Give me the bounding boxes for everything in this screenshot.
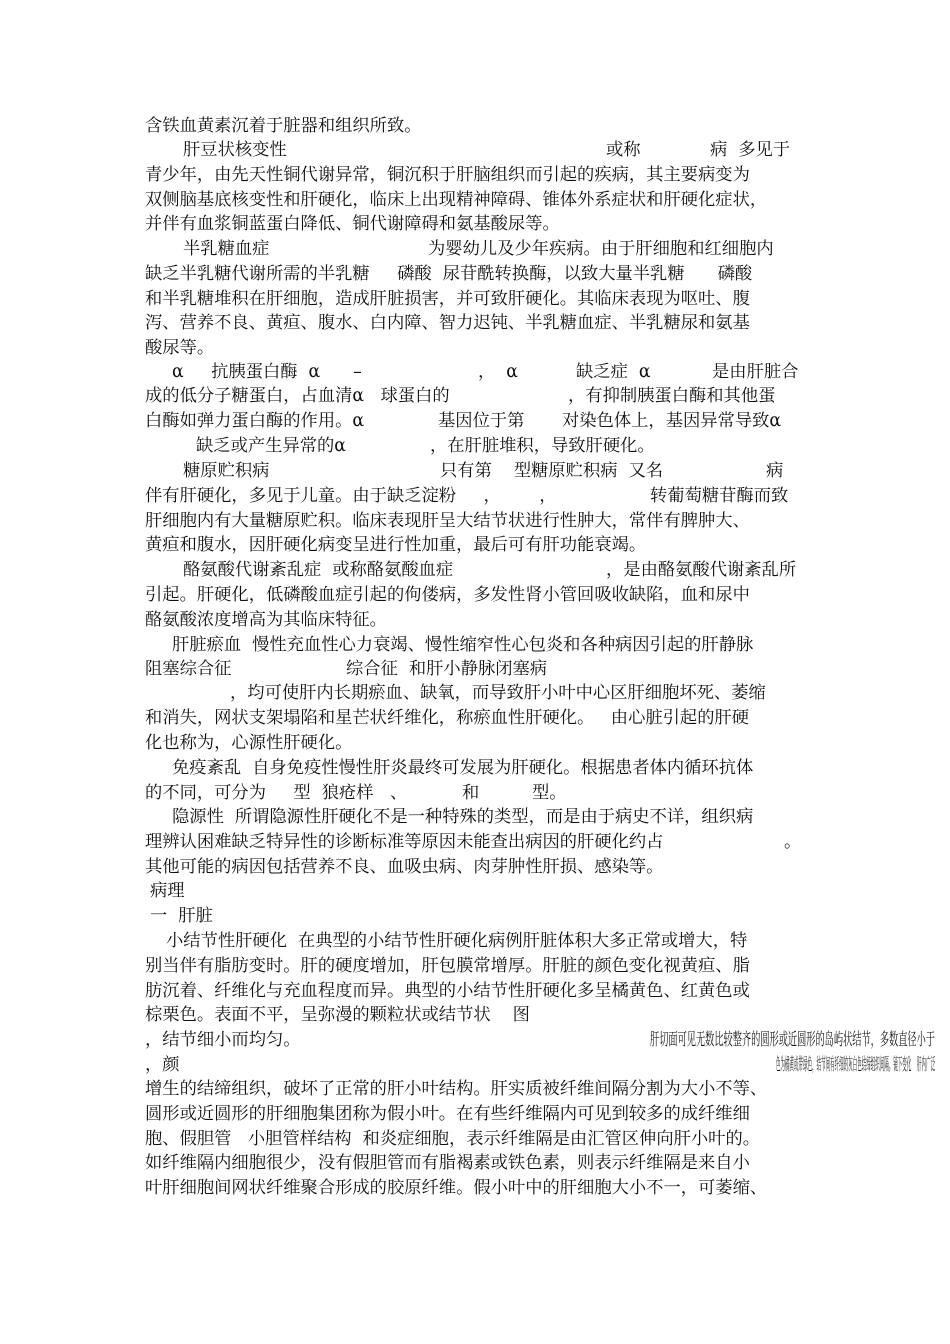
text-line: 肝豆状核变性 — [183, 140, 287, 160]
text-line: 伴有肝硬化，多见于儿童。由于缺乏淀粉 ， ， — [145, 486, 557, 506]
text-line: 缺乏症 α — [576, 362, 651, 382]
text-line: 基因位于第 — [438, 411, 525, 431]
text-line: 别当伴有脂肪变时。肝的硬度增加，肝包膜常增厚。肝脏的颜色变化视黄疸、脂 — [145, 956, 750, 976]
text-line: 叶肝细胞间网状纤维聚合形成的胶原纤维。假小叶中的肝细胞大小不一，可萎缩、 — [145, 1178, 768, 1198]
text-line: 青少年，由先天性铜代谢异常，铜沉积于肝脑组织而引起的疾病，其主要病变为 — [145, 165, 750, 185]
text-line: 肝脏瘀血 慢性充血性心力衰竭、慢性缩窄性心包炎和各种病因引起的肝静脉 — [172, 635, 754, 655]
text-line: ，有抑制胰蛋白酶和其他蛋 — [568, 386, 776, 406]
text-line: 糖原贮积病 — [183, 461, 270, 481]
text-line: 其他可能的病因包括营养不良、血吸虫病、肉芽肿性肝损、感染等。 — [145, 857, 664, 877]
section-heading: 病理 — [150, 881, 185, 901]
text-line: 含铁血黄素沉着于脏器和组织所致。 — [145, 116, 422, 136]
section-heading: 一 肝脏 — [150, 906, 213, 926]
text-line: 对染色体上，基因异常导致α — [562, 411, 782, 431]
text-line: ，颜 — [145, 1055, 180, 1075]
text-line: 为婴幼儿及少年疾病。由于肝细胞和红细胞内 — [428, 239, 774, 259]
text-line: 黄疸和腹水，因肝硬化病变呈进行性加重，最后可有肝功能衰竭。 — [145, 535, 647, 555]
text-line: 白酶如弹力蛋白酶的作用。α — [145, 411, 365, 431]
text-line: 引起。肝硬化，低磷酸血症引起的佝偻病，多发性肾小管回吸收缺陷，血和尿中 — [145, 585, 750, 605]
text-line: 理辨认困难缺乏特异性的诊断标准等原因未能查出病因的肝硬化约占 — [145, 832, 664, 852]
text-line: ，均可使肝内长期瘀血、缺氧，而导致肝小叶中心区肝细胞坏死、萎缩 — [230, 683, 766, 703]
text-line: 病 多见于 — [710, 140, 791, 160]
text-line: 泻、营养不良、黄疸、腹水、白内障、智力迟钝、半乳糖血症、半乳糖尿和氨基 — [145, 313, 750, 333]
text-line: 增生的结缔组织，破坏了正常的肝小叶结构。肝实质被纤维间隔分割为大小不等、 — [145, 1079, 768, 1099]
text-line: 缺乏半乳糖代谢所需的半乳糖 磷酸 尿苷酰转换酶，以致大量半乳糖 磷酸 — [145, 264, 753, 284]
text-line: 隐源性 所谓隐源性肝硬化不是一种特殊的类型，而是由于病史不详，组织病 — [172, 807, 754, 827]
text-line: 的不同，可分为 型 狼疮样 、 — [145, 783, 408, 803]
text-line: 型。 — [532, 783, 567, 803]
text-line: 和 — [462, 783, 480, 803]
text-line: 肝细胞内有大量糖原贮积。临床表现肝呈大结节状进行性肿大，常伴有脾肿大、 — [145, 511, 750, 531]
text-line: 色为橘黄或带绿色，结节间有纤细的灰白色结缔组织间隔。镜下变化 肝内广泛 — [776, 1055, 936, 1075]
text-line: 是由肝脏合 — [712, 362, 799, 382]
text-line: ，是由酪氨酸代谢紊乱所 — [606, 560, 797, 580]
text-line: 并伴有血浆铜蓝蛋白降低、铜代谢障碍和氨基酸尿等。 — [145, 214, 560, 234]
text-line: ，在肝脏堆积，导致肝硬化。 — [430, 436, 655, 456]
text-line: 双侧脑基底核变性和肝硬化，临床上出现精神障碍、锥体外系症状和肝硬化症状， — [145, 190, 768, 210]
text-line: 阻塞综合征 — [145, 659, 232, 679]
text-line: 缺乏或产生异常的α — [196, 436, 346, 456]
text-line: 肪沉着、纤维化与充血程度而异。典型的小结节性肝硬化多呈橘黄色、红黄色或 — [145, 981, 750, 1001]
text-line: 转葡萄糖苷酶而致 — [650, 486, 789, 506]
text-line: ， α — [478, 362, 518, 382]
text-line: 或称 — [606, 140, 641, 160]
text-line: 胞、假胆管 小胆管样结构 和炎症细胞，表示纤维隔是由汇管区伸向肝小叶的。 — [145, 1129, 761, 1149]
text-line: 酪氨酸浓度增高为其临床特征。 — [145, 610, 387, 630]
text-line: 病 — [766, 461, 784, 481]
text-line: 半乳糖血症 — [183, 239, 270, 259]
text-line: 圆形或近圆形的肝细胞集团称为假小叶。在有些纤维隔内可见到较多的成纤维细 — [145, 1104, 750, 1124]
text-line: 棕栗色。表面不平，呈弥漫的颗粒状或结节状 图 — [145, 1005, 530, 1025]
text-line: 成的低分子糖蛋白，占血清α 球蛋白的 — [145, 386, 450, 406]
text-line: 。 — [784, 832, 802, 852]
text-line: 肝切面可见无数比较整齐的圆形或近圆形的岛屿状结节，多数直径小于 — [650, 1030, 936, 1050]
text-line: 只有第 型糖原贮积病 又名 — [440, 461, 664, 481]
text-line: 如纤维隔内细胞很少，没有假胆管而有脂褐素或铁色素，则表示纤维隔是来自小 — [145, 1153, 750, 1173]
text-line: 和消失，网状支架塌陷和星芒状纤维化，称瘀血性肝硬化。 由心脏引起的肝硬 — [145, 708, 750, 728]
text-line: α 抗胰蛋白酶 α – — [172, 362, 362, 382]
text-line: 综合征 和肝小静脉闭塞病 — [346, 659, 548, 679]
text-line: 和半乳糖堆积在肝细胞，造成肝脏损害，并可致肝硬化。其临床表现为呕吐、腹 — [145, 289, 750, 309]
text-line: 化也称为，心源性肝硬化。 — [145, 733, 353, 753]
text-line: ，结节细小而均匀。 — [145, 1030, 301, 1050]
text-line: 免疫紊乱 自身免疫性慢性肝炎最终可发展为肝硬化。根据患者体内循环抗体 — [172, 758, 754, 778]
text-line: 酪氨酸代谢紊乱症 或称酪氨酸血症 — [183, 560, 454, 580]
text-line: 酸尿等。 — [145, 338, 215, 358]
text-line: 小结节性肝硬化 在典型的小结节性肝硬化病例肝脏体积大多正常或增大，特 — [166, 931, 748, 951]
